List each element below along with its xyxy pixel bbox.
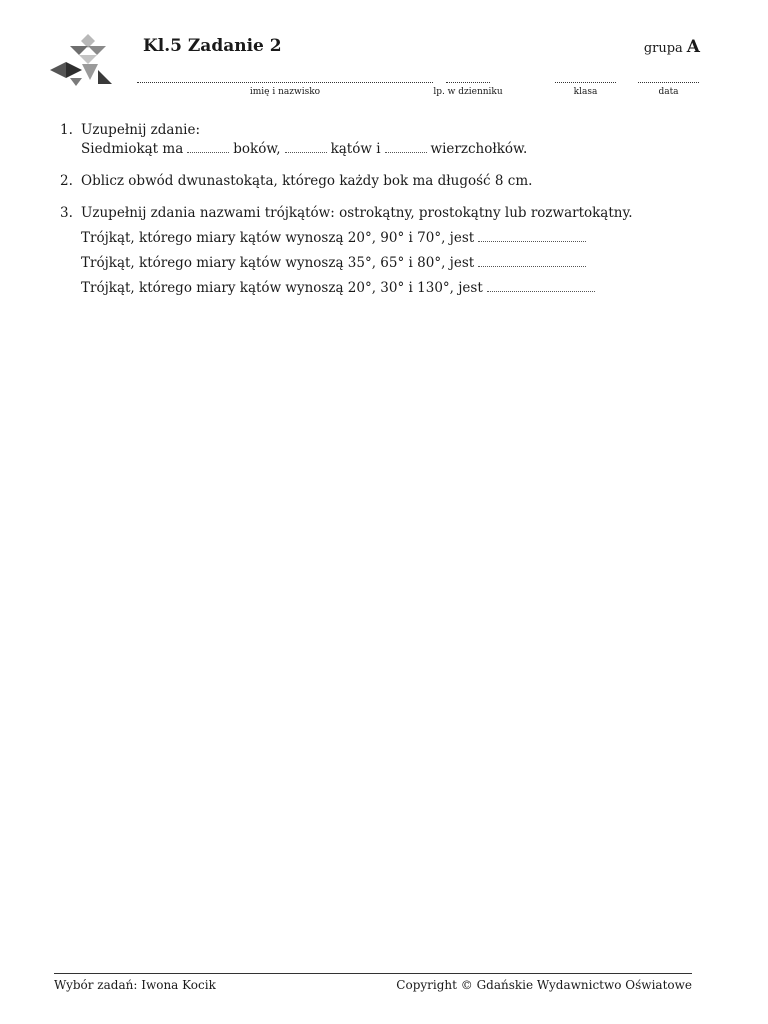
name-field[interactable] — [137, 73, 433, 97]
footer-divider — [54, 973, 692, 974]
answer-blank[interactable] — [478, 254, 586, 267]
answer-blank[interactable] — [285, 140, 327, 153]
sentence-text: Trójkąt, którego miary kątów wynoszą 20°, 90° i 70°, jest — [81, 230, 475, 246]
name-dotted-line[interactable] — [137, 73, 433, 83]
triangle-sentence — [81, 254, 710, 273]
task-intro: Uzupełnij zdania nazwami trójkątów: ostrokątny, prostokątny lub rozwartokątny. — [81, 205, 633, 221]
class-field[interactable] — [555, 73, 616, 97]
group-indicator — [644, 37, 700, 57]
answer-blank[interactable] — [187, 140, 229, 153]
task-number: 3. — [60, 205, 73, 221]
date-field[interactable] — [638, 73, 699, 97]
sentence-part: kątów i — [330, 141, 381, 157]
date-dotted-line[interactable] — [638, 73, 699, 83]
answer-blank[interactable] — [385, 140, 427, 153]
answer-blank[interactable] — [478, 229, 586, 242]
task-3 — [60, 204, 710, 298]
class-field-label: klasa — [573, 87, 598, 97]
sentence-part: wierzchołków. — [430, 141, 528, 157]
task-intro: Uzupełnij zdanie: — [81, 122, 201, 138]
class-dotted-line[interactable] — [555, 73, 616, 83]
name-field-label: imię i nazwisko — [249, 87, 321, 97]
footer-copyright: Copyright © Gdańskie Wydawnictwo Oświatowe — [396, 978, 692, 992]
date-field-label: data — [658, 87, 679, 97]
worksheet-title: Kl.5 Zadanie 2 — [143, 36, 282, 56]
triangle-sentence — [81, 279, 710, 298]
group-letter: A — [686, 37, 700, 57]
task-1 — [60, 121, 710, 159]
task-number: 1. — [60, 122, 73, 138]
register-number-field[interactable] — [433, 73, 503, 97]
register-dotted-line[interactable] — [446, 73, 490, 83]
task-2 — [60, 172, 710, 191]
footer-author: Wybór zadań: Iwona Kocik — [54, 978, 216, 992]
sentence-text: Trójkąt, którego miary kątów wynoszą 35°, 65° i 80°, jest — [81, 255, 475, 271]
publisher-logo-icon — [48, 32, 114, 88]
task-number: 2. — [60, 173, 73, 189]
group-label: grupa — [643, 41, 683, 56]
task-1-sentence — [81, 140, 710, 159]
answer-blank[interactable] — [487, 279, 595, 292]
register-field-label: lp. w dzienniku — [433, 87, 503, 97]
task-list — [60, 121, 710, 311]
sentence-text: Trójkąt, którego miary kątów wynoszą 20°, 30° i 130°, jest — [81, 280, 483, 296]
task-text: Oblicz obwód dwunastokąta, którego każdy bok ma długość 8 cm. — [81, 173, 533, 189]
sentence-part: boków, — [233, 141, 281, 157]
triangle-sentence — [81, 229, 710, 248]
sentence-part: Siedmiokąt ma — [81, 141, 184, 157]
